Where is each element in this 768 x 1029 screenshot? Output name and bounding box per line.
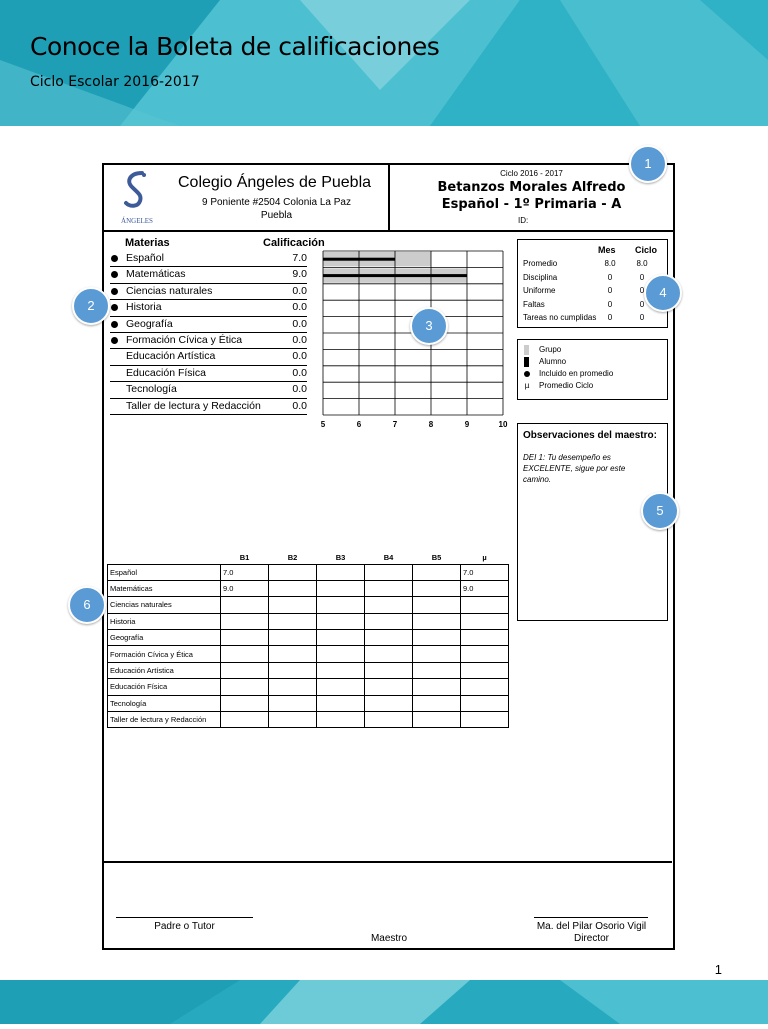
bim-header: B5 [431,553,442,563]
callout-2: 2 [72,287,110,325]
bim-subject: Historia [108,613,221,629]
stat-label: Tareas no cumplidas [523,313,597,322]
header-banner [0,0,768,126]
school-logo-icon [112,169,162,227]
school-address [174,196,379,222]
bim-subject: Ciencias naturales [108,597,221,613]
dot-legend-icon [524,371,530,377]
bim-cell [461,597,509,613]
bim-cell [461,646,509,662]
bim-cell: 7.0 [461,564,509,580]
subject-row [110,382,307,398]
subject-grade: 0.0 [292,284,307,297]
id-label: ID: [518,216,529,225]
course-name: Español - 1º Primaria - A [441,197,622,212]
bim-cell [413,646,461,662]
address-line-2: Puebla [260,210,293,221]
bim-cell [221,712,269,728]
bim-cell [221,695,269,711]
bim-cell [365,646,413,662]
bim-subject: Formación Cívica y Ética [108,646,221,662]
alumno-legend-icon [524,357,529,367]
bim-cell [269,580,317,596]
bim-header-blank [108,552,221,564]
logo-text: ÁNGELES [121,217,153,225]
callout-3: 3 [410,307,448,345]
footer-background [0,980,768,1024]
stat-ciclo-value: 8.0 [636,259,648,268]
bim-cell [269,597,317,613]
included-average-dot-icon [111,321,118,328]
bim-cell [461,662,509,678]
bim-cell [365,712,413,728]
x-tick-label: 5 [320,420,326,429]
subject-grade: 0.0 [292,366,307,379]
subject-row [110,333,307,349]
stat-label: Uniforme [523,286,556,295]
subject-grade: 7.0 [292,252,307,264]
stat-ciclo-value: 0 [639,286,645,295]
bim-cell [269,613,317,629]
school-name: Colegio Ángeles de Puebla [178,174,372,191]
legend-label: Promedio Ciclo [539,381,594,390]
subject-name: Geografía [126,317,173,330]
bim-cell [365,695,413,711]
school-header [104,165,390,232]
bim-header: B2 [287,553,298,563]
director-name: Ma. del Pilar Osorio Vigil [536,921,647,932]
subject-grade: 0.0 [292,383,307,396]
bim-cell [461,613,509,629]
address-line-1: 9 Poniente #2504 Colonia La Paz [201,197,351,208]
bim-cell [317,712,365,728]
included-average-dot-icon [111,271,118,278]
subject-name: Historia [126,301,162,314]
cycle-label: Ciclo 2016 - 2017 [500,169,563,178]
bim-cell [365,630,413,646]
stat-row [523,286,663,299]
stat-mes-value: 0 [607,299,613,309]
subject-row [110,300,307,316]
subject-row [110,284,307,300]
page-number: 1 [714,962,722,977]
table-row [108,646,509,662]
table-row [108,564,509,580]
report-card [102,163,675,950]
subject-name: Matemáticas [126,268,186,281]
table-row [108,630,509,646]
stat-row [523,273,663,286]
materias-header: Materias [125,237,170,249]
bim-cell [317,580,365,596]
bim-cell [221,679,269,695]
bim-cell [413,580,461,596]
calificacion-header: Calificación [263,237,325,249]
subject-name: Español [126,252,164,264]
bim-cell [317,679,365,695]
subject-name: Formación Cívica y Ética [126,334,243,346]
subject-name: Ciencias naturales [126,284,213,297]
stat-ciclo-value: 0 [639,272,645,282]
legend-label: Incluido en promedio [539,369,614,378]
stat-row [523,313,663,326]
bim-cell [413,564,461,580]
signature-divider [104,861,672,863]
bim-cell [413,630,461,646]
bimester-table [107,552,509,728]
bim-cell [269,646,317,662]
table-row [108,679,509,695]
bim-cell [269,679,317,695]
slide-title: Conoce la Boleta de calificaciones [30,32,440,61]
bim-cell [413,679,461,695]
bim-subject: Taller de lectura y Redacción [108,712,221,728]
observations-text: DEI 1: Tu desempeño es EXCELENTE, sigue por este camino. [523,453,626,484]
banner-background [0,0,768,126]
bim-cell [365,564,413,580]
bim-cell [269,662,317,678]
table-row [108,580,509,596]
callout-4: 4 [644,274,682,312]
stat-label: Faltas [523,299,545,309]
bim-cell [221,613,269,629]
footer-band [0,980,768,1024]
stats-header-ciclo: Ciclo [635,245,658,255]
bim-subject: Geografía [108,630,221,646]
included-average-dot-icon [111,337,118,344]
stat-mes-value: 8.0 [604,259,616,268]
bim-cell [221,597,269,613]
bim-cell [413,712,461,728]
teacher-signature-label: Maestro [370,933,408,944]
subject-row [110,366,307,382]
bim-cell [221,662,269,678]
bim-subject: Español [108,564,221,580]
bim-cell [269,712,317,728]
bim-cell: 9.0 [461,580,509,596]
subject-grade: 0.0 [292,334,307,346]
callout-6: 6 [68,586,106,624]
bim-cell [461,679,509,695]
subject-name: Educación Artística [126,350,216,363]
bim-cell [317,613,365,629]
bim-header: B1 [239,553,250,563]
subject-grade: 0.0 [292,301,307,314]
bim-header: µ [482,553,487,563]
table-row [108,662,509,678]
slide-subtitle: Ciclo Escolar 2016-2017 [30,74,200,90]
student-header [390,165,673,232]
parent-signature-line [116,917,253,918]
bim-cell [365,613,413,629]
stat-mes-value: 0 [607,313,613,322]
legend-box [517,339,668,400]
subject-name: Educación Física [126,366,206,379]
legend-label: Grupo [539,345,562,354]
x-tick-label: 9 [464,420,470,429]
bim-cell [317,564,365,580]
x-tick-label: 7 [392,420,398,429]
legend-label: Alumno [539,357,567,366]
observations-title: Observaciones del maestro: [523,430,657,441]
bim-cell [269,630,317,646]
stat-label: Disciplina [523,272,558,282]
bim-cell [317,662,365,678]
bim-header: B3 [335,553,346,563]
bim-cell [365,580,413,596]
subject-row [110,267,307,283]
table-row [108,712,509,728]
subject-name: Taller de lectura y Redacción [126,399,261,412]
bim-cell [365,597,413,613]
stat-row [523,300,663,313]
bim-cell [269,564,317,580]
stat-label: Promedio [523,259,558,268]
bim-cell: 7.0 [221,564,269,580]
bim-subject: Tecnología [108,695,221,711]
stat-mes-value: 0 [607,272,613,282]
stat-mes-value: 0 [607,286,613,295]
bim-cell [317,646,365,662]
bim-cell [461,630,509,646]
stats-header-mes: Mes [598,245,616,255]
grupo-legend-icon [524,345,529,355]
bim-cell [461,712,509,728]
bim-cell [317,695,365,711]
subject-row [110,317,307,333]
subject-grade: 0.0 [292,317,307,330]
subject-row [110,399,307,415]
x-tick-label: 8 [428,420,434,429]
subject-row [110,251,307,267]
bim-header: B4 [383,553,394,563]
bim-cell [365,679,413,695]
bim-subject: Matemáticas [108,580,221,596]
bim-cell [221,646,269,662]
subject-row [110,349,307,365]
director-title: Director [573,933,609,944]
stat-ciclo-value: 0 [639,313,645,322]
student-name: Betanzos Morales Alfredo [437,180,626,195]
included-average-dot-icon [111,288,118,295]
table-row [108,597,509,613]
bim-cell [365,662,413,678]
bim-cell [461,695,509,711]
subject-grade: 9.0 [292,268,307,281]
bim-cell [413,597,461,613]
stat-row [523,259,663,272]
bim-cell [413,662,461,678]
bim-subject: Educación Física [108,679,221,695]
table-row [108,695,509,711]
bim-subject: Educación Artística [108,662,221,678]
bim-cell [413,695,461,711]
table-row [108,613,509,629]
x-tick-label: 6 [356,420,362,429]
bim-cell [221,630,269,646]
subject-grade: 0.0 [292,399,307,412]
subject-grade: 0.0 [292,350,307,363]
x-tick-label: 10 [498,420,508,429]
subject-name: Tecnología [126,383,177,396]
director-signature-line [534,917,648,918]
mu-legend-icon: µ [524,381,530,390]
bim-cell [317,630,365,646]
included-average-dot-icon [111,304,118,311]
callout-1: 1 [629,145,667,183]
bim-cell [269,695,317,711]
bim-cell [317,597,365,613]
stat-ciclo-value: 0 [639,299,645,309]
parent-signature-label: Padre o Tutor [154,921,215,932]
included-average-dot-icon [111,255,118,262]
bim-cell [413,613,461,629]
callout-5: 5 [641,492,679,530]
bim-cell: 9.0 [221,580,269,596]
